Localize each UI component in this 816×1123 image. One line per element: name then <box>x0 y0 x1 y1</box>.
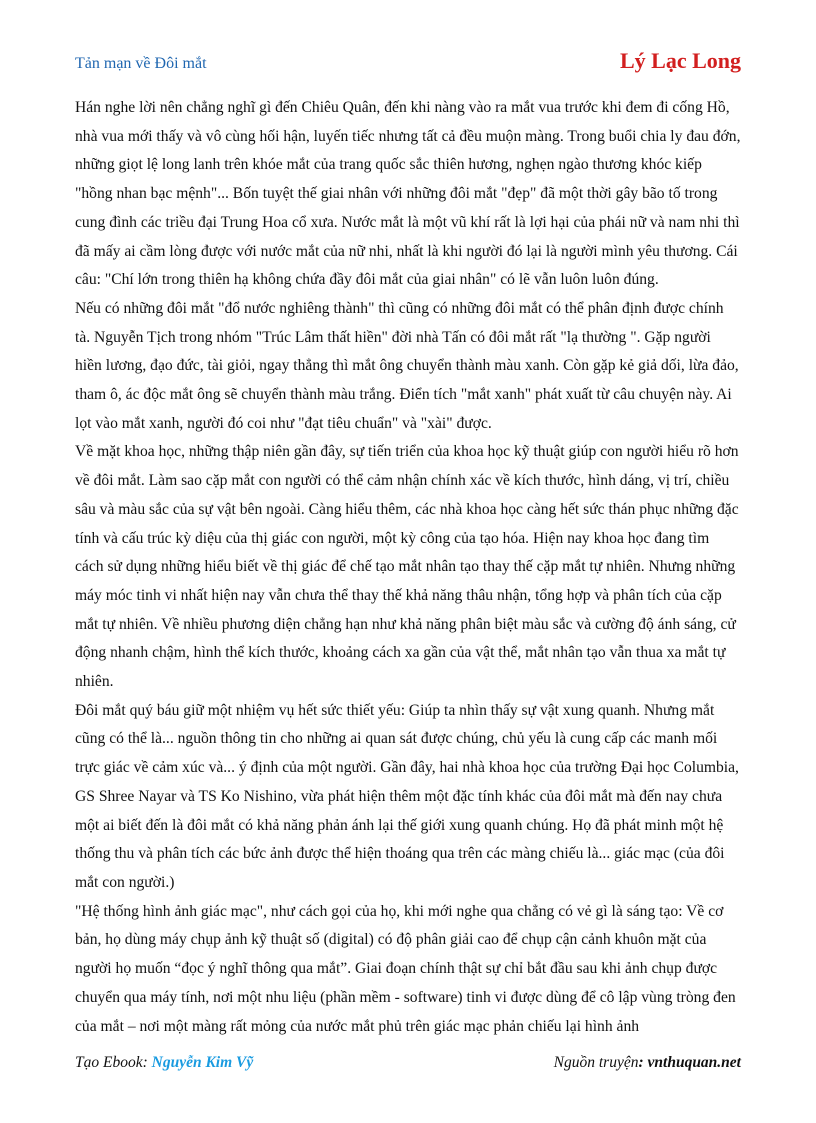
ebook-credit-label: Tạo Ebook <box>75 1054 143 1071</box>
document-title: Tản mạn về Đôi mắt <box>75 55 207 72</box>
source-site-name: vnthuquan.net <box>647 1054 741 1071</box>
ebook-credit <box>75 1054 253 1072</box>
paragraph-4: Đôi mắt quý báu giữ một nhiệm vụ hết sức thiết yếu: Giúp ta nhìn thấy sự vật xung quanh. Nhưng mắt cũng có thể là... nguồn thông tin cho những ai quan sát được chúng, chủ yếu là cung cấp các manh mối trực giác về cảm xúc và... ý định của một người. Gần đây, hai nhà khoa học của trường Đại học Columbia, GS Shree Nayar và TS Ko Nishino, vừa phát hiện thêm một đặc tính khác của đôi mắt mà đến nay chưa một ai biết đến là đôi mắt có khả năng phản ánh lại thế giới xung quanh chúng. Họ đã phát minh một hệ thống thu và phân tích các bức ảnh được thể hiện thoáng qua trên các màng chiếu là... giác mạc (của đôi mắt con người.) <box>75 701 739 891</box>
paragraph-2: Nếu có những đôi mắt "đổ nước nghiêng thành" thì cũng có những đôi mắt có thể phân định được chính tà. Nguyễn Tịch trong nhóm "Trúc Lâm thất hiền" đời nhà Tấn có đôi mắt rất "lạ thường ". Gặp người hiền lương, đạo đức, tài giỏi, ngay thẳng thì mắt ông chuyển thành màu xanh. Còn gặp kẻ giả dối, lừa đảo, tham ô, ác độc mắt ông sẽ chuyển thành màu trắng. Điển tích "mắt xanh" phát xuất từ câu chuyện này. Ai lọt vào mắt xanh, người đó coi như "đạt tiêu chuẩn" và "xài" được. <box>75 299 739 432</box>
paragraph-5: "Hệ thống hình ảnh giác mạc", như cách gọi của họ, khi mới nghe qua chẳng có vẻ gì là sáng tạo: Về cơ bản, họ dùng máy chụp ảnh kỹ thuật số (digital) có độ phân giải cao để chụp cận cảnh khuôn mặt của người họ muốn “đọc ý nghĩ thông qua mắt”. Giai đoạn chính thật sự chỉ bắt đầu sau khi ảnh chụp được chuyển qua máy tính, nơi một nhu liệu (phần mềm - software) tinh vi được dùng để cô lập vùng tròng đen của mắt – nơi một màng rất mỏng của nước mắt phủ trên giác mạc phản chiếu lại hình ảnh <box>75 902 736 1035</box>
source-credit-label: Nguồn truyện <box>553 1054 639 1071</box>
paragraph-1: Hán nghe lời nên chẳng nghĩ gì đến Chiêu Quân, đến khi nàng vào ra mắt vua trước khi đem đi cống Hồ, nhà vua mới thấy và vô cùng hối hận, luyến tiếc nhưng tất cả đều muộn màng. Trong buổi chia ly đau đớn, những giọt lệ long lanh trên khóe mắt của trang quốc sắc thiên hương, nghẹn ngào thương khóc kiếp "hồng nhan bạc mệnh"... Bốn tuyệt thế giai nhân với những đôi mắt "đẹp" đã một thời gây bão tố trong cung đình các triều đại Trung Hoa cổ xưa. Nước mắt là một vũ khí rất là lợi hại của phái nữ và nam nhi thì đã mấy ai cầm lòng được với nước mắt của nữ nhi, nhất là khi người đó lại là người mình yêu thương. Cái câu: "Chí lớn trong thiên hạ không chứa đầy đôi mắt của giai nhân" có lẽ vẫn luôn luôn đúng. <box>75 99 741 289</box>
ebook-credit-separator: : <box>142 1054 152 1071</box>
body-text <box>75 94 741 1041</box>
source-credit <box>554 1054 741 1072</box>
page-header <box>75 48 741 76</box>
page-footer <box>75 1054 741 1078</box>
paragraph-3: Về mặt khoa học, những thập niên gần đây, sự tiến triển của khoa học kỹ thuật giúp con người hiểu rõ hơn về đôi mắt. Làm sao cặp mắt con người có thể cảm nhận chính xác về kích thước, hình dáng, vị trí, chiều sâu và màu sắc của sự vật bên ngoài. Càng hiểu thêm, các nhà khoa học càng hết sức thán phục những đặc tính và cấu trúc kỳ diệu của thị giác con người, một kỳ công của tạo hóa. Hiện nay khoa học đang tìm cách sử dụng những hiểu biết về thị giác để chế tạo mắt nhân tạo thay thế cặp mắt tự nhiên. Nhưng những máy móc tinh vi nhất hiện nay vẫn chưa thể thay thế khả năng thâu nhận, tổng hợp và phân tích của cặp mắt tự nhiên. Về nhiều phương diện chẳng hạn như khả năng phân biệt màu sắc và cường độ ánh sáng, cử động nhanh chậm, hình thể kích thước, khoảng cách xa gần của vật thể, mắt nhân tạo vẫn thua xa mắt tự nhiên. <box>75 443 739 691</box>
ebook-creator-name: Nguyễn Kim Vỹ <box>151 1054 254 1071</box>
source-credit-separator: : <box>638 1054 648 1071</box>
author-name: Lý Lạc Long <box>619 48 741 73</box>
